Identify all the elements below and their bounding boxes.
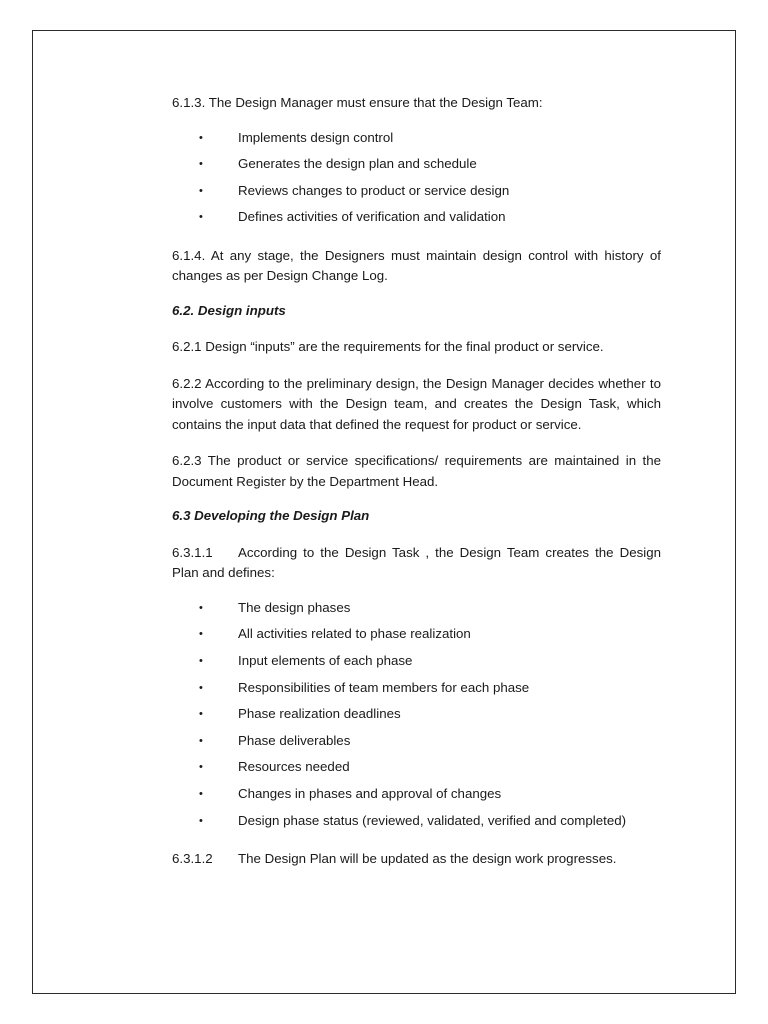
- bullet-icon: •: [199, 734, 203, 747]
- list-item: • Phase deliverables: [172, 731, 661, 758]
- paragraph-6-1-4: 6.1.4. At any stage, the Designers must maintain design control with history of changes as per Design Change Log.: [172, 247, 661, 284]
- bullet-icon: •: [199, 601, 203, 614]
- list-item: • Generates the design plan and schedule: [172, 154, 661, 181]
- design-team-duties-list: [172, 128, 661, 234]
- list-item: • Implements design control: [172, 128, 661, 155]
- bullet-icon: •: [199, 788, 203, 801]
- bullet-icon: •: [199, 131, 203, 144]
- bullet-icon: •: [199, 708, 203, 721]
- list-item: • Phase realization deadlines: [172, 704, 661, 731]
- list-item: • Input elements of each phase: [172, 651, 661, 678]
- design-plan-defines-list: [172, 598, 661, 837]
- list-item: • Defines activities of verification and validation: [172, 207, 661, 234]
- list-item: • All activities related to phase realization: [172, 624, 661, 651]
- bullet-icon: •: [199, 158, 203, 171]
- bullet-icon: •: [199, 655, 203, 668]
- paragraph-continuation: Plan and defines:: [172, 565, 275, 581]
- list-item: • Resources needed: [172, 757, 661, 784]
- bullet-icon: •: [199, 184, 203, 197]
- list-item: • Responsibilities of team members for each phase: [172, 678, 661, 705]
- bullet-icon: •: [199, 211, 203, 224]
- paragraph-6-2-2: 6.2.2 According to the preliminary design, the Design Manager decides whether to involve customers with the Design team, and creates the Design Task, which contains the input data that defined the request for product or service.: [172, 375, 661, 432]
- paragraph-number: 6.3.1.2: [172, 851, 213, 867]
- bullet-icon: •: [199, 628, 203, 641]
- heading-developing-design-plan: 6.3 Developing the Design Plan: [172, 508, 370, 524]
- paragraph-6-2-3: 6.2.3 The product or service specifications/ requirements are maintained in the Document Register by the Department Head.: [172, 453, 661, 489]
- paragraph-6-3-1-1: [172, 543, 661, 564]
- list-item: • Design phase status (reviewed, validated, verified and completed): [172, 811, 661, 838]
- list-item: • The design phases: [172, 598, 661, 625]
- bullet-icon: •: [199, 681, 203, 694]
- paragraph-text: According to the Design Task , the Design Team creates the Design: [238, 544, 661, 560]
- list-item: • Reviews changes to product or service design: [172, 181, 661, 208]
- bullet-icon: •: [199, 814, 203, 827]
- paragraph-6-1-3: 6.1.3. The Design Manager must ensure that the Design Team:: [172, 95, 543, 110]
- list-item: • Changes in phases and approval of changes: [172, 784, 661, 811]
- heading-design-inputs: 6.2. Design inputs: [172, 302, 286, 318]
- document-body: [172, 93, 661, 870]
- bullet-icon: •: [199, 761, 203, 774]
- paragraph-number: 6.3.1.1: [172, 544, 213, 560]
- paragraph-6-3-1-2: [172, 849, 661, 870]
- paragraph-6-2-1: 6.2.1 Design “inputs” are the requirements for the final product or service.: [172, 339, 604, 355]
- paragraph-text: The Design Plan will be updated as the design work progresses.: [238, 851, 617, 867]
